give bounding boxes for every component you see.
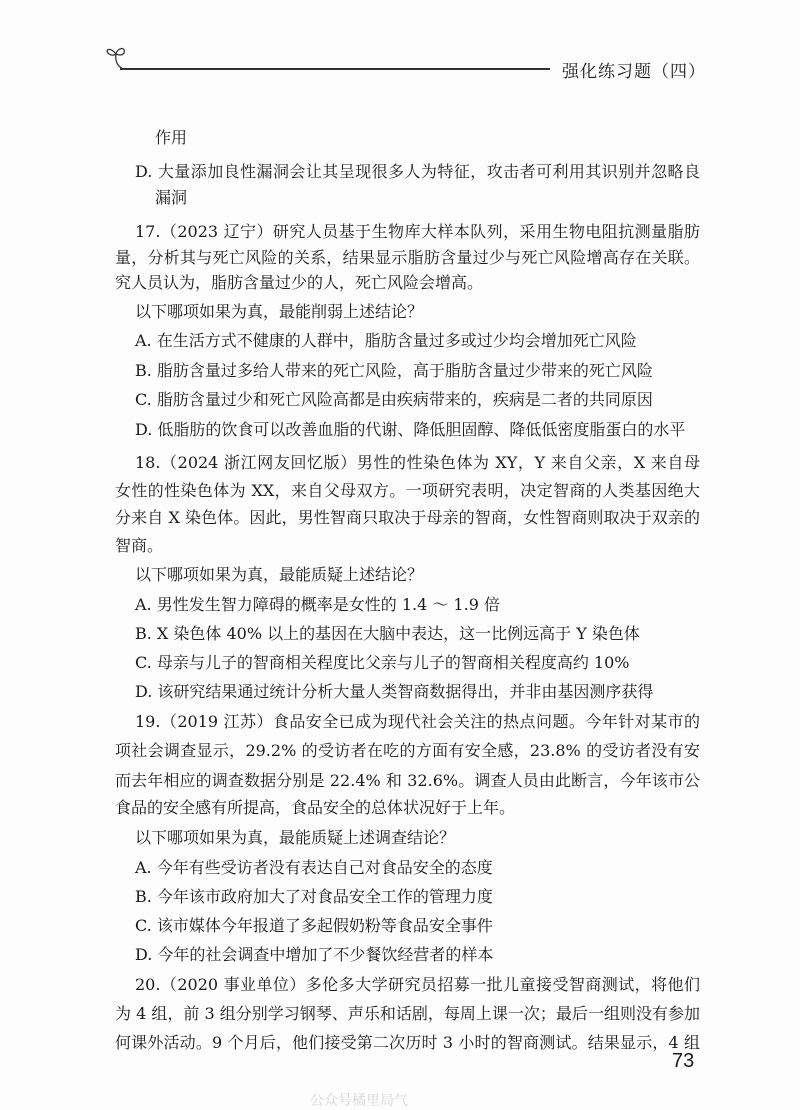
question-stem: 食品的安全感有所提高，食品安全的总体状况好于上年。 bbox=[115, 798, 516, 817]
option-b: B. X 染色体 40% 以上的基因在大脑中表达，这一比例远高于 Y 染色体 bbox=[135, 624, 640, 643]
option-d: D. 低脂肪的饮食可以改善血脂的代谢、降低胆固醇、降低低密度脂蛋白的水平 bbox=[135, 420, 686, 439]
question-stem: 量，分析其与死亡风险的关系，结果显示脂肪含量过少与死亡风险增高存在关联。 bbox=[115, 248, 700, 267]
option-d: D. 该研究结果通过统计分析大量人类智商数据得出，并非由基因测序获得 bbox=[135, 682, 654, 701]
question-stem: 19.（2019 江苏）食品安全已成为现代社会关注的热点问题。今年针对某市的 bbox=[135, 712, 700, 731]
option-c: C. 母亲与儿子的智商相关程度比父亲与儿子的智商相关程度高约 10% bbox=[135, 653, 630, 672]
option-c: C. 该市媒体今年报道了多起假奶粉等食品安全事件 bbox=[135, 916, 493, 935]
text-line: 漏洞 bbox=[155, 188, 188, 207]
sprout-icon bbox=[104, 44, 128, 70]
question-stem: 项社会调查显示，29.2% 的受访者在吃的方面有安全感，23.8% 的受访者没有安 bbox=[115, 741, 700, 760]
header-rule bbox=[120, 68, 550, 70]
question-stem: 20.（2020 事业单位）多伦多大学研究员招募一批儿童接受智商测试，将他们 bbox=[135, 975, 700, 994]
question-stem: 17.（2023 辽宁）研究人员基于生物库大样本队列，采用生物电阻抗测量脂肪 bbox=[135, 222, 700, 241]
question-stem: 18.（2024 浙江网友回忆版）男性的性染色体为 XY，Y 来自父亲，X 来自母 bbox=[135, 453, 700, 472]
question-stem: 分来自 X 染色体。因此，男性智商只取决于母亲的智商，女性智商则取决于双亲的 bbox=[115, 508, 700, 527]
section-title: 强化练习题（四） bbox=[562, 62, 706, 82]
option-b: B. 今年该市政府加大了对食品安全工作的管理力度 bbox=[135, 887, 493, 906]
question-prompt: 以下哪项如果为真，最能质疑上述结论？ bbox=[135, 565, 424, 584]
option-c: C. 脂肪含量过少和死亡风险高都是由疾病带来的，疾病是二者的共同原因 bbox=[135, 390, 653, 409]
page-number: 73 bbox=[672, 1050, 695, 1072]
option-a: A. 今年有些受访者没有表达自己对食品安全的态度 bbox=[135, 858, 493, 877]
watermark: 公众号橘里局气 bbox=[310, 1093, 408, 1109]
question-prompt: 以下哪项如果为真，最能质疑上述调查结论？ bbox=[135, 828, 456, 847]
option-d: D. 大量添加良性漏洞会让其呈现很多人为特征，攻击者可利用其识别并忽略良 bbox=[135, 162, 700, 181]
question-stem: 智商。 bbox=[115, 536, 164, 555]
question-stem: 而去年相应的调查数据分别是 22.4% 和 32.6%。调查人员由此断言，今年该市公 bbox=[115, 771, 700, 790]
option-a: A. 男性发生智力障碍的概率是女性的 1.4 ～ 1.9 倍 bbox=[135, 595, 500, 614]
question-prompt: 以下哪项如果为真，最能削弱上述结论？ bbox=[135, 302, 424, 321]
option-a: A. 在生活方式不健康的人群中，脂肪含量过多或过少均会增加死亡风险 bbox=[135, 331, 637, 350]
question-stem: 女性的性染色体为 XX，来自父母双方。一项研究表明，决定智商的人类基因绝大 bbox=[115, 481, 700, 500]
question-stem: 究人员认为，脂肪含量过少的人，死亡风险会增高。 bbox=[115, 273, 484, 292]
option-b: B. 脂肪含量过多给人带来的死亡风险，高于脂肪含量过少带来的死亡风险 bbox=[135, 361, 653, 380]
text-line: 作用 bbox=[155, 128, 188, 147]
question-stem: 为 4 组，前 3 组分别学习钢琴、声乐和话剧，每周上课一次；最后一组则没有参加 bbox=[115, 1004, 700, 1023]
question-stem: 何课外活动。9 个月后，他们接受第二次历时 3 小时的智商测试。结果显示，4 组 bbox=[115, 1033, 700, 1052]
option-d: D. 今年的社会调查中增加了不少餐饮经营者的样本 bbox=[135, 945, 494, 964]
